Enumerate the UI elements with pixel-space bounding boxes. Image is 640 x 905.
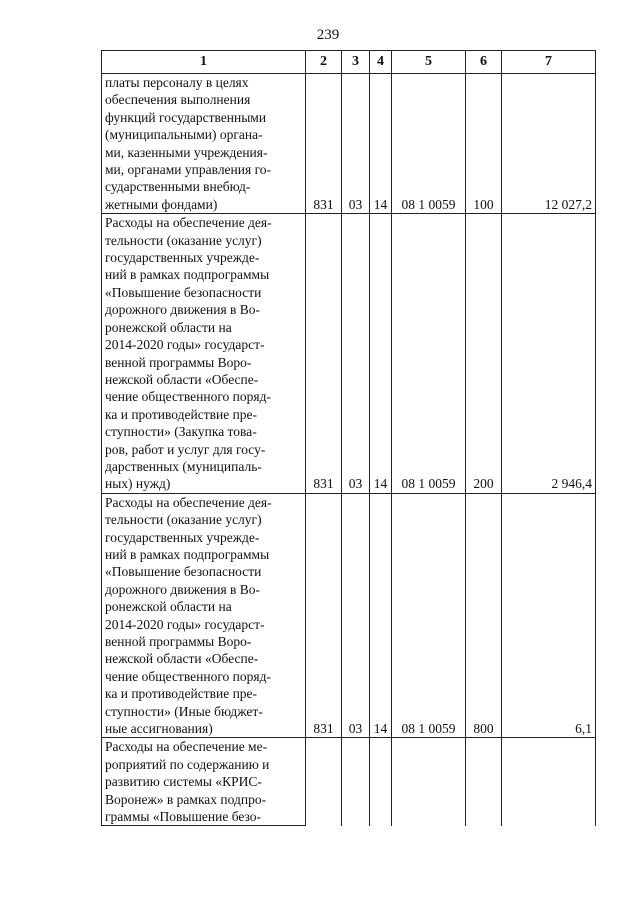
target-article-code: 08 1 0059 [392,74,466,214]
section-code: 03 [342,74,370,214]
ministry-code [306,738,342,826]
row-description: Расходы на обеспечение ме- роприятий по содержанию и развитию системы «КРИС- Воронеж» в рамках подпро- граммы «Повышение безо- [102,738,306,826]
subsection-code: 14 [370,74,392,214]
amount-value [502,738,596,826]
table-row [102,74,596,214]
target-article-code [392,738,466,826]
row-description: Расходы на обеспечение дея- тельности (оказание услуг) государственных учрежде- ний в рамках подпрограммы «Повышение безопасности дорожного движения в Во- ронежской области на 2014-2020 годы» государст- венной программы Воро- нежской области «Обеспе- чение общественного поряд- ка и противодействие пре- ступности» (Иные бюджет- ные ассигнования) [102,493,306,738]
amount-value: 6,1 [502,493,596,738]
expense-type-code: 200 [466,214,502,494]
column-header: 7 [502,51,596,74]
target-article-code: 08 1 0059 [392,493,466,738]
column-header: 5 [392,51,466,74]
column-header: 3 [342,51,370,74]
section-code [342,738,370,826]
column-header: 6 [466,51,502,74]
header-row [102,51,596,74]
page-number: 239 [316,27,340,43]
expense-type-code: 800 [466,493,502,738]
table-row [102,214,596,494]
subsection-code [370,738,392,826]
row-description: платы персоналу в целях обеспечения выполнения функций государственными (муниципальными) органа- ми, казенными учреждения- ми, органами управления го- сударственными внебюд- жетными фондами) [102,74,306,214]
amount-value: 2 946,4 [502,214,596,494]
expense-type-code [466,738,502,826]
expense-type-code: 100 [466,74,502,214]
ministry-code: 831 [306,74,342,214]
row-description: Расходы на обеспечение дея- тельности (оказание услуг) государственных учрежде- ний в рамках подпрограммы «Повышение безопасности дорожного движения в Во- ронежской области на 2014-2020 годы» государст- венной программы Воро- нежской области «Обеспе- чение общественного поряд- ка и противодействие пре- ступности» (Закупка това- ров, работ и услуг для госу- дарственных (муниципаль- ных) нужд) [102,214,306,494]
target-article-code: 08 1 0059 [392,214,466,494]
ministry-code: 831 [306,493,342,738]
amount-value: 12 027,2 [502,74,596,214]
budget-table [101,50,596,826]
table-row [102,493,596,738]
section-code: 03 [342,214,370,494]
subsection-code: 14 [370,493,392,738]
column-header: 4 [370,51,392,74]
column-header: 1 [102,51,306,74]
column-header: 2 [306,51,342,74]
table-row [102,738,596,826]
subsection-code: 14 [370,214,392,494]
ministry-code: 831 [306,214,342,494]
section-code: 03 [342,493,370,738]
